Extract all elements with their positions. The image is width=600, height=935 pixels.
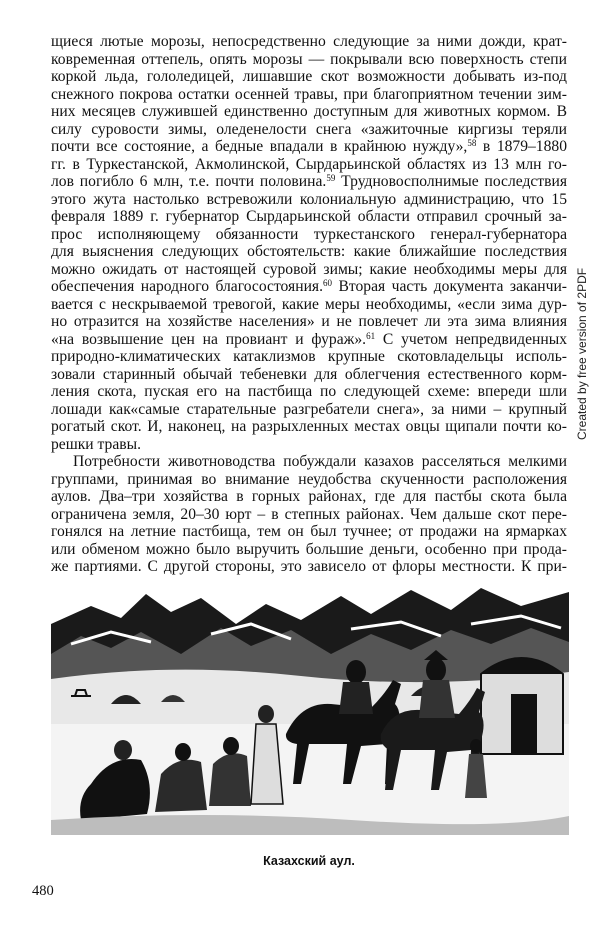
figure-head xyxy=(175,743,191,761)
text-line: февраля 1889 г. губернатор Сырдарьинской области отправил срочный за- xyxy=(51,208,567,225)
text-line: гонялся на летние пастбища, тем он был тучнее; от продажи на ярмарках xyxy=(51,523,567,540)
footnote-ref-59: 59 xyxy=(326,173,336,183)
text-line: коркой льда, гололедицей, лишавшие скот возможности добывать из-под xyxy=(51,68,567,85)
text-line: силу суровости зимы, оледенелости снега «зажиточные киргизы теряли xyxy=(51,120,567,138)
footnote-ref-61: 61 xyxy=(366,330,376,341)
footnote-ref-58: 58 xyxy=(467,138,477,148)
text-line: или обменом можно было выручить большие деньги, особенно при прода- xyxy=(51,540,567,558)
text-line: зовали старинный обычай тебеневки для облегчения естественного корм- xyxy=(51,365,567,383)
rider-head xyxy=(346,660,366,684)
text-line: Потребности животноводства побуждали казахов расселяться мелкими xyxy=(73,453,567,470)
figure-head xyxy=(470,739,482,753)
text-line: этого жута настолько встревожили колониальную администрацию, что 15 xyxy=(51,190,567,208)
figure-head xyxy=(114,740,132,760)
text-line: аулов. Два–три хозяйства в горных районах, где для пастбы скота была xyxy=(51,488,567,505)
line-text: С учетом непредвиденных xyxy=(375,330,568,348)
text-line: можно ожидать от настоящей суровой зимы; какие необходимы меры для xyxy=(51,260,567,278)
paragraph-2 xyxy=(51,453,567,576)
figure-caption: Казахский аул. xyxy=(263,854,355,868)
figure-head xyxy=(258,705,274,723)
line-text: обеспечения народного благосостояния. xyxy=(51,278,323,295)
rider xyxy=(419,680,455,718)
line-text: Вторая часть документа заканчи- xyxy=(332,278,567,295)
line-text: «на возвышение цен на провиант и фураж». xyxy=(51,330,367,348)
text-line: ления скота, пуская его на пастбища по следующей схеме: впереди шли xyxy=(51,383,567,400)
text-line: рогатый скот. И, наконец, на разрыхленных местах овцы щипали почти ко- xyxy=(51,418,567,435)
text-line: решки травы. xyxy=(51,435,142,453)
text-line: для выяснения следующих обстоятельств: какие ближайшие последствия xyxy=(51,243,567,260)
text-line: но отразится на хозяйстве населения» и не повлечет ли эта зима влияния xyxy=(51,313,567,330)
text-line: щиеся лютые морозы, непосредственно следующие за ними дожди, крат- xyxy=(51,33,567,50)
text-line: гг. в Туркестанской, Акмолинской, Сырдарьинской областях из 13 млн го- xyxy=(51,155,567,173)
text-line: них месяцев служившей единственно доступным для животных кормом. В xyxy=(51,103,567,120)
kazakh-aul-illustration xyxy=(51,584,569,835)
line-text: лов погибло 6 млн, т.е. почти половина. xyxy=(51,173,327,190)
text-line: снежного покрова остатки осенней травы, при благоприятном течении зим- xyxy=(51,85,567,103)
yurt-door xyxy=(511,694,537,754)
text-line xyxy=(51,278,567,296)
text-line: природно-климатических катаклизмов крупные скотовладельцы исполь- xyxy=(51,348,567,365)
rider xyxy=(339,682,373,714)
footnote-ref-60: 60 xyxy=(323,278,332,288)
text-line: же партиями. С другой стороны, это зависело от флоры местности. К при- xyxy=(51,558,567,575)
text-line xyxy=(51,138,567,156)
text-line: ограничена земля, 20–30 юрт – в степных районах. Чем дальше скот пере- xyxy=(51,505,567,523)
text-line: лошади как«самые старательные разгребатели снега», за ними – крупный xyxy=(51,400,567,418)
text-line xyxy=(51,173,567,191)
text-line: вается с нескрываемой тревогой, какие меры необходимы, «если зима дур- xyxy=(51,295,567,313)
line-text: почти все состояние, а бедные впадали в крайнюю нужду», xyxy=(51,138,468,155)
page-body-text xyxy=(51,33,567,576)
figure-head xyxy=(223,737,239,755)
text-line: ковременная оттепель, опять морозы — покрывали всю поверхность степи xyxy=(51,50,567,68)
text-line xyxy=(51,331,567,349)
paragraph-1 xyxy=(51,33,567,453)
rider-head xyxy=(426,658,446,682)
pdf-watermark: Created by free version of 2PDF xyxy=(575,267,589,440)
text-line: прос исполняющему обязанности туркестанского генерал-губернатора xyxy=(51,225,567,243)
page-number: 480 xyxy=(32,883,54,899)
line-text: в 1879–1880 xyxy=(476,138,567,155)
line-text: Трудновосполнимые последствия xyxy=(335,173,567,190)
text-line: группами, принимая во внимание неудобства скученности расположения xyxy=(51,470,567,488)
